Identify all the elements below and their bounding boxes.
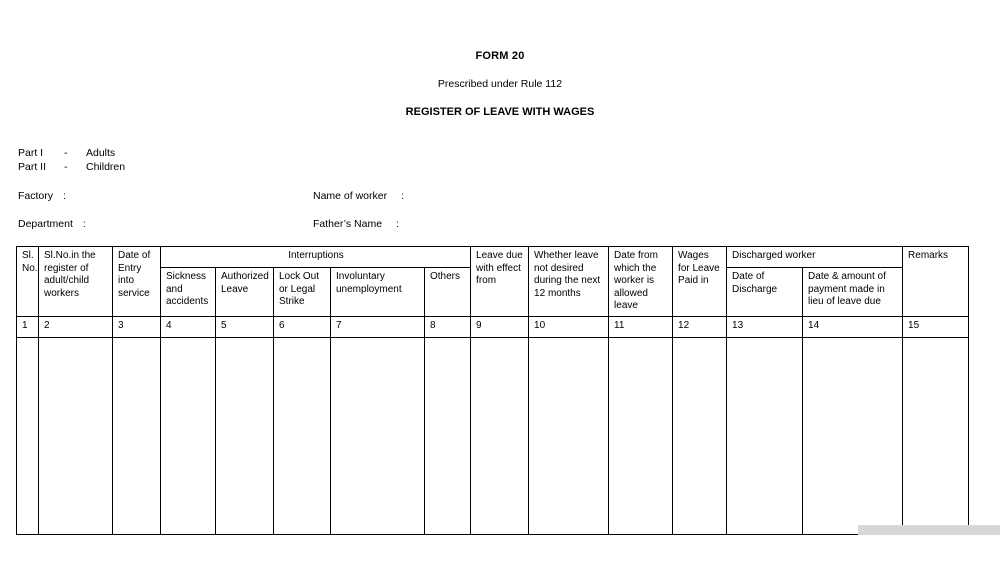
column-number: 10 (529, 316, 609, 337)
part-value: Children (86, 161, 126, 173)
header-involuntary-unemployment: Involuntary unemployment (331, 268, 425, 316)
parts-block (18, 146, 1000, 174)
table-cell[interactable] (673, 337, 727, 534)
header-date-of-discharge: Date of Discharge (727, 268, 803, 316)
department-colon: : (82, 218, 86, 230)
table-cell[interactable] (331, 337, 425, 534)
column-number-row (17, 316, 969, 337)
table-cell[interactable] (161, 337, 216, 534)
form-title: FORM 20 (475, 50, 525, 62)
table-cell[interactable] (216, 337, 274, 534)
column-number: 13 (727, 316, 803, 337)
table-cell[interactable] (39, 337, 113, 534)
column-number: 4 (161, 316, 216, 337)
column-number: 14 (803, 316, 903, 337)
column-number: 12 (673, 316, 727, 337)
header-remarks: Remarks (903, 247, 969, 317)
factory-field (18, 190, 313, 202)
fathers-name-colon: : (396, 218, 399, 230)
part-label: Part I (18, 147, 44, 159)
column-number: 6 (274, 316, 331, 337)
part-row (18, 160, 1000, 174)
column-number: 15 (903, 316, 969, 337)
factory-label: Factory (18, 190, 54, 202)
leave-register-table (16, 246, 969, 535)
header-wages-for-leave: Wages for Leave Paid in (673, 247, 727, 317)
register-title: REGISTER OF LEAVE WITH WAGES (405, 106, 595, 118)
table-cell[interactable] (113, 337, 161, 534)
table-cell[interactable] (17, 337, 39, 534)
table-cell[interactable] (903, 337, 969, 534)
fathers-name-label: Father’s Name (313, 218, 383, 230)
prescribed-under-rule: Prescribed under Rule 112 (437, 78, 563, 90)
column-number: 5 (216, 316, 274, 337)
department-field (18, 218, 313, 230)
header-lock-out-strike: Lock Out or Legal Strike (274, 268, 331, 316)
header-leave-due: Leave due with effect from (471, 247, 529, 317)
part-dash: - (64, 147, 68, 159)
name-of-worker-label: Name of worker (313, 190, 388, 202)
part-label: Part II (18, 161, 47, 173)
header-sl-no: Sl. No. (17, 247, 39, 317)
header-date-of-entry: Date of Entry into service (113, 247, 161, 317)
name-of-worker-colon: : (401, 190, 405, 202)
header-date-amount-payment: Date & amount of payment made in lieu of leave due (803, 268, 903, 316)
table-cell[interactable] (727, 337, 803, 534)
table-row (17, 337, 969, 534)
header-sickness-accidents: Sickness and accidents (161, 268, 216, 316)
table-cell[interactable] (471, 337, 529, 534)
fathers-name-field (313, 218, 399, 230)
name-of-worker-field (313, 190, 404, 202)
part-row (18, 146, 1000, 160)
horizontal-scrollbar[interactable] (858, 525, 1000, 535)
part-dash: - (64, 161, 68, 173)
column-number: 7 (331, 316, 425, 337)
header-interruptions: Interruptions (161, 247, 471, 268)
scrollbar-thumb[interactable] (858, 526, 1000, 535)
meta-row-factory (18, 190, 1000, 202)
header-others: Others (425, 268, 471, 316)
column-number: 9 (471, 316, 529, 337)
header-leave-not-desired: Whether leave not desired during the next 12 months (529, 247, 609, 317)
column-number: 2 (39, 316, 113, 337)
header-authorized-leave: Authorized Leave (216, 268, 274, 316)
meta-block (18, 190, 1000, 230)
header-discharged-worker: Discharged worker (727, 247, 903, 268)
table-cell[interactable] (609, 337, 673, 534)
column-number: 8 (425, 316, 471, 337)
department-label: Department (18, 218, 73, 230)
factory-colon: : (63, 190, 66, 202)
column-number: 11 (609, 316, 673, 337)
column-number: 1 (17, 316, 39, 337)
table-cell[interactable] (529, 337, 609, 534)
table-header-row-1 (17, 247, 969, 268)
document-titles (0, 50, 1000, 118)
table-cell[interactable] (803, 337, 903, 534)
column-number: 3 (113, 316, 161, 337)
table-cell[interactable] (274, 337, 331, 534)
meta-row-department (18, 218, 1000, 230)
header-register-sl-no: Sl.No.in the register of adult/child workers (39, 247, 113, 317)
table-cell[interactable] (425, 337, 471, 534)
part-value: Adults (86, 147, 116, 159)
header-date-from-allowed: Date from which the worker is allowed leave (609, 247, 673, 317)
